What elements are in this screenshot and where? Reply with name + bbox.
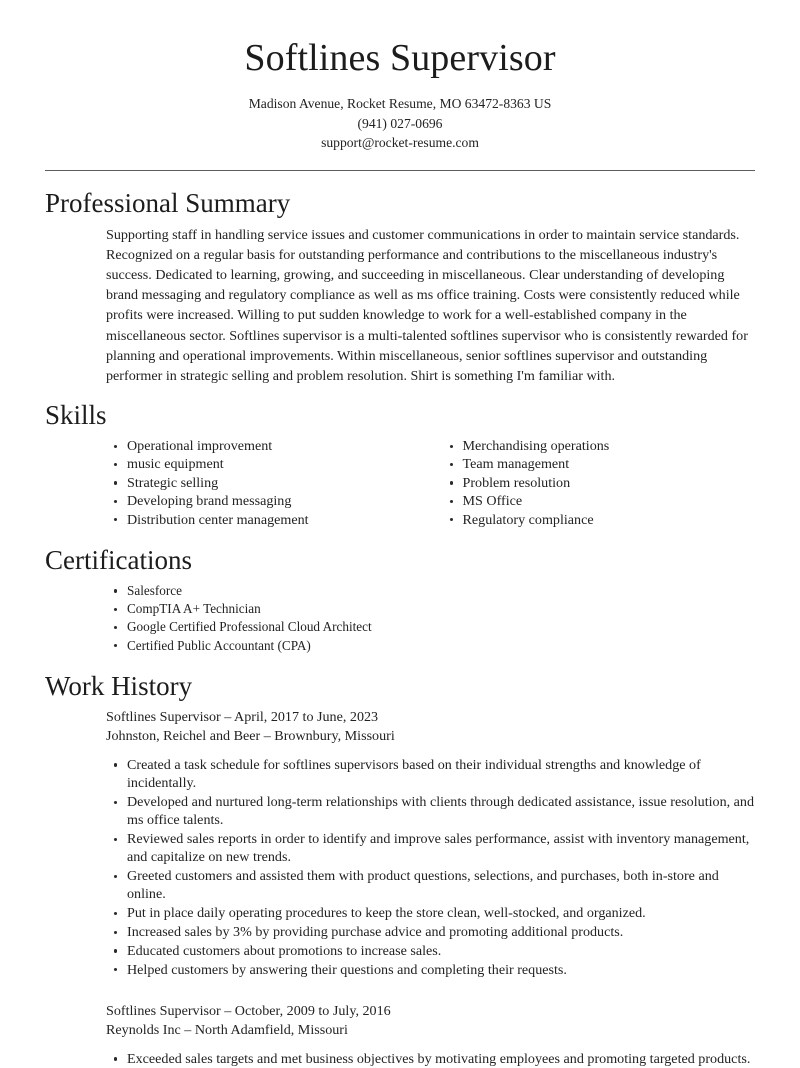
list-item: Google Certified Professional Cloud Architect <box>106 618 755 636</box>
summary-text: Supporting staff in handling service issues and customer communications in order to maintain service standards. Recognized on a regular basis for outstanding performance and contributions to the miscellaneous industry's success. Dedicated to learning, growing, and succeeding in miscellaneous. Clear understanding of developing brand messaging and regulatory compliance as well as ms office training. Costs were consistently reduced while profits were increased. Willing to put sudden knowledge to work for a well-established company in the miscellaneous sector. Softlines supervisor is a multi-talented softlines supervisor who is consistently rewarded for planning and operational improvements. Within miscellaneous, senior softlines supervisor and outstanding performer in strategic selling and problem resolution. Shirt is something I'm familiar with. <box>106 227 748 384</box>
section-skills <box>45 400 755 529</box>
job-title: Softlines Supervisor – April, 2017 to June, 2023 <box>106 708 379 725</box>
list-item: Put in place daily operating procedures to keep the store clean, well-stocked, and organized. <box>106 904 755 922</box>
job-bullets <box>106 756 755 979</box>
work-history-body <box>45 708 755 1068</box>
section-heading-certifications: Certifications <box>45 545 192 576</box>
list-item: Team management <box>442 455 756 473</box>
list-item: Merchandising operations <box>442 437 756 455</box>
job-bullet-list <box>106 1050 755 1068</box>
skills-columns <box>106 437 755 529</box>
job-bullet-list <box>106 756 755 979</box>
skills-body <box>45 437 755 529</box>
list-item: Increased sales by 3% by providing purchase advice and promoting additional products. <box>106 923 755 941</box>
list-item: MS Office <box>442 492 756 510</box>
section-heading-work-history: Work History <box>45 670 193 701</box>
job-bullets <box>106 1050 755 1068</box>
certifications-list <box>106 582 755 654</box>
list-item: music equipment <box>106 455 431 473</box>
list-item: CompTIA A+ Technician <box>106 600 755 618</box>
list-item: Developing brand messaging <box>106 492 431 510</box>
certifications-body <box>45 582 755 654</box>
list-item: Developed and nurtured long-term relationships with clients through dedicated assistance, issue resolution, and ms office talents. <box>106 793 755 830</box>
job-title: Softlines Supervisor – October, 2009 to July, 2016 <box>106 1002 391 1019</box>
contact-email: support@rocket-resume.com <box>321 135 479 151</box>
section-professional-summary <box>45 188 755 386</box>
summary-body <box>45 225 755 386</box>
resume-header <box>45 0 755 153</box>
list-item: Operational improvement <box>106 437 431 455</box>
list-item: Created a task schedule for softlines supervisors based on their individual strengths and knowledge of incidentally. <box>106 756 755 793</box>
list-item: Problem resolution <box>442 474 756 492</box>
list-item: Helped customers by answering their questions and completing their requests. <box>106 961 755 979</box>
list-item: Educated customers about promotions to increase sales. <box>106 942 755 960</box>
list-item: Exceeded sales targets and met business objectives by motivating employees and promoting targeted products. <box>106 1050 755 1068</box>
list-item: Distribution center management <box>106 511 431 529</box>
section-work-history <box>45 671 755 1068</box>
header-divider <box>45 170 755 171</box>
list-item: Reviewed sales reports in order to identify and improve sales performance, assist with inventory management, and capitalize on new trends. <box>106 830 755 867</box>
section-certifications <box>45 545 755 655</box>
list-item: Regulatory compliance <box>442 511 756 529</box>
list-item: Strategic selling <box>106 474 431 492</box>
skills-list-right <box>442 437 756 529</box>
section-heading-skills: Skills <box>45 399 107 430</box>
list-item: Greeted customers and assisted them with product questions, selections, and purchases, both in-store and online. <box>106 867 755 904</box>
work-history-entry <box>106 1002 755 1068</box>
page-title: Softlines Supervisor <box>244 37 556 79</box>
job-company: Johnston, Reichel and Beer – Brownbury, Missouri <box>106 728 395 745</box>
contact-phone: (941) 027-0696 <box>357 115 443 131</box>
section-heading-summary: Professional Summary <box>45 187 291 218</box>
job-company: Reynolds Inc – North Adamfield, Missouri <box>106 1022 348 1039</box>
work-history-entry <box>106 708 755 979</box>
list-item: Certified Public Accountant (CPA) <box>106 637 755 655</box>
list-item: Salesforce <box>106 582 755 600</box>
skills-list-left <box>106 437 431 529</box>
skills-column-right <box>431 437 756 529</box>
skills-column-left <box>106 437 431 529</box>
contact-address: Madison Avenue, Rocket Resume, MO 63472-8363 US <box>248 96 552 112</box>
